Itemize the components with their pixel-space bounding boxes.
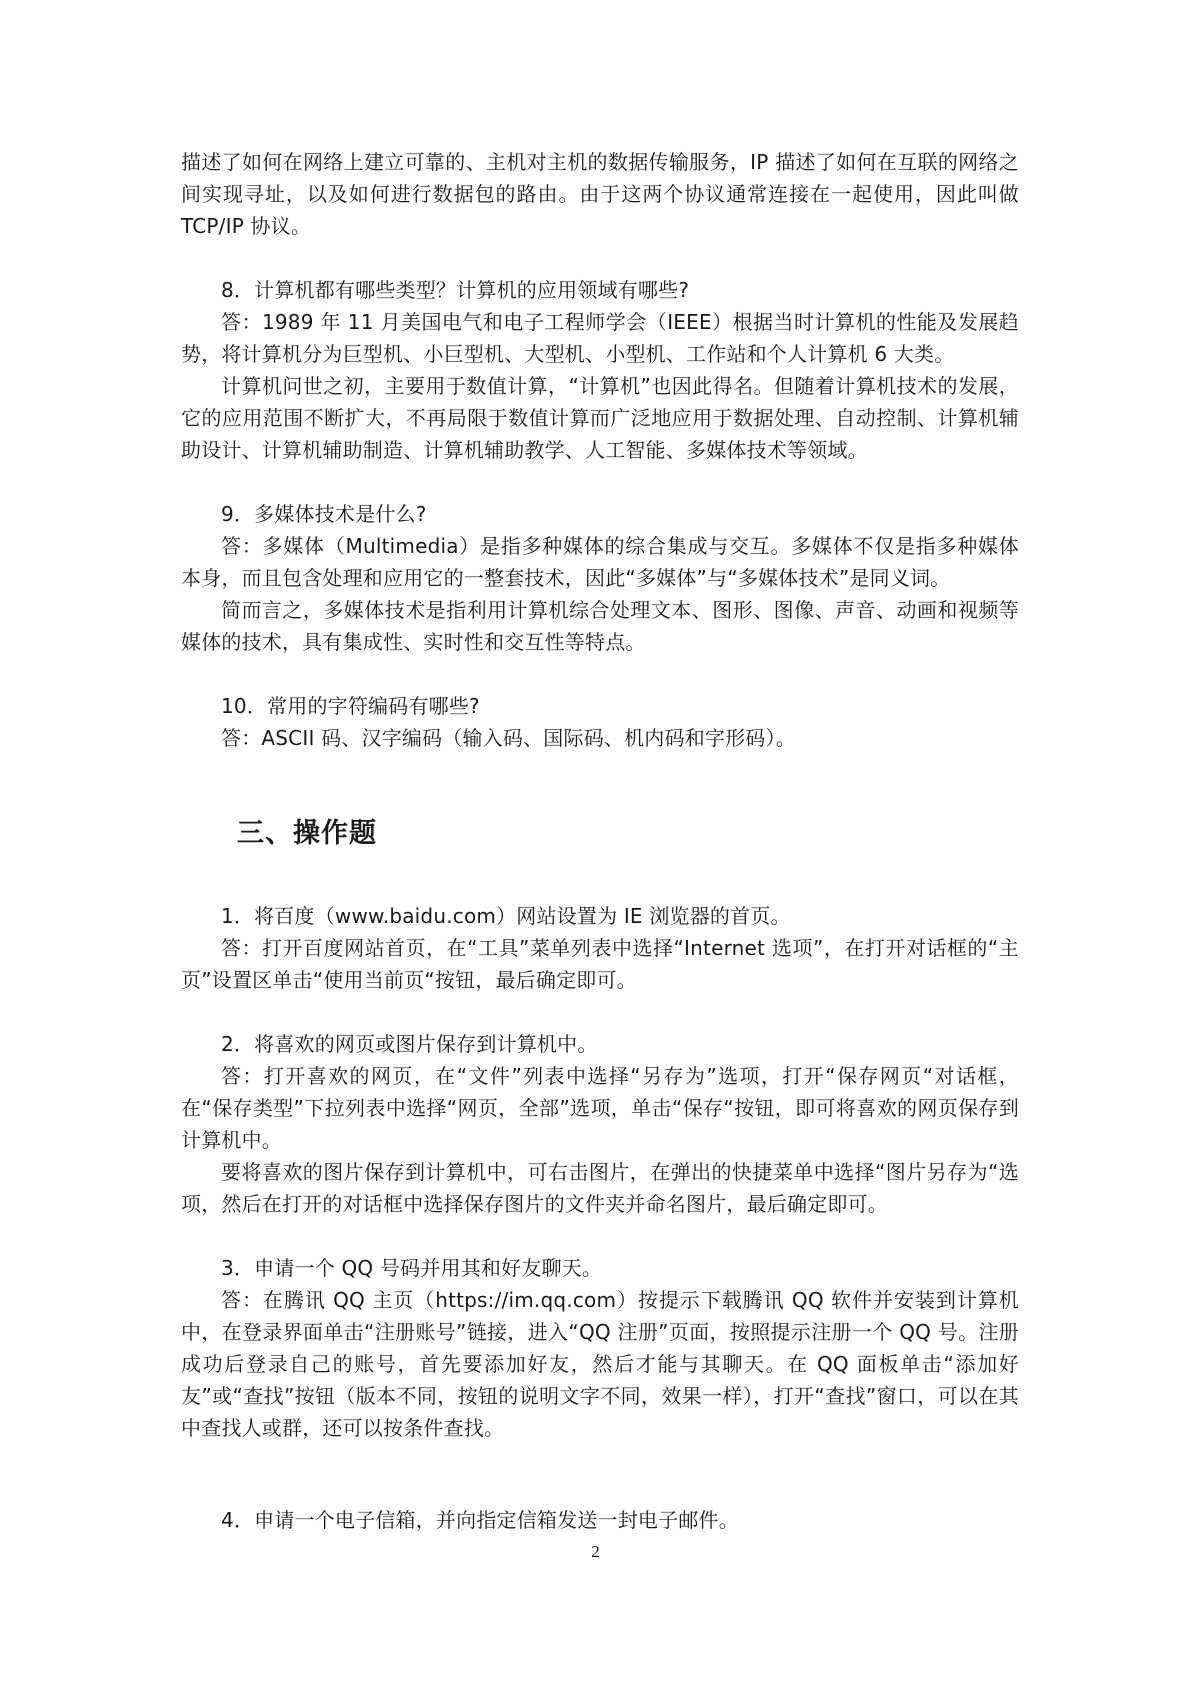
operation-3: 3．申请一个 QQ 号码并用其和好友聊天。 (221, 1256, 603, 1280)
question-10: 10．常用的字符编码有哪些? (221, 694, 480, 718)
answer-9-paragraph-1: 答：多媒体（Multimedia）是指多种媒体的综合集成与交互。多媒体不仅是指多种媒体本身，而且包含处理和应用它的一整套技术，因此“多媒体”与“多媒体技术”是同义词。 (181, 534, 1019, 590)
operation-1-answer: 答：打开百度网站首页，在“工具”菜单列表中选择“Internet 选项”，在打开对话框的“主页”设置区单击“使用当前页“按钮，最后确定即可。 (181, 936, 1019, 992)
operation-2-answer-1: 答：打开喜欢的网页，在“文件”列表中选择“另存为”选项，打开“保存网页“对话框，在“保存类型”下拉列表中选择“网页，全部”选项，单击“保存“按钮，即可将喜欢的网页保存到计算机中。 (181, 1064, 1019, 1152)
continued-paragraph: 描述了如何在网络上建立可靠的、主机对主机的数据传输服务，IP 描述了如何在互联的网络之间实现寻址，以及如何进行数据包的路由。由于这两个协议通常连接在一起使用，因此叫做 TCP/IP 协议。 (181, 150, 1019, 238)
page-number: 2 (591, 1542, 600, 1561)
answer-8-paragraph-2: 计算机问世之初，主要用于数值计算，“计算机”也因此得名。但随着计算机技术的发展，它的应用范围不断扩大，不再局限于数值计算而广泛地应用于数据处理、自动控制、计算机辅助设计、计算机辅助制造、计算机辅助教学、人工智能、多媒体技术等领域。 (181, 374, 1019, 462)
question-8: 8．计算机都有哪些类型？计算机的应用领域有哪些? (221, 278, 690, 302)
operation-1: 1．将百度（www.baidu.com）网站设置为 IE 浏览器的首页。 (221, 904, 791, 928)
operation-2: 2．将喜欢的网页或图片保存到计算机中。 (221, 1032, 598, 1056)
operation-3-answer: 答：在腾讯 QQ 主页（https://im.qq.com）按提示下载腾讯 QQ 软件并安装到计算机中，在登录界面单击“注册账号”链接，进入“QQ 注册”页面，按照提示注册一个 QQ 号。注册成功后登录自己的账号，首先要添加好友，然后才能与其聊天。在 QQ 面板单击“添加好友”或“查找”按钮（版本不同，按钮的说明文字不同，效果一样），打开“查找”窗口，可以在其中查找人或群，还可以按条件查找。 (181, 1288, 1019, 1440)
page-content (181, 146, 1019, 1536)
operation-2-answer-2: 要将喜欢的图片保存到计算机中，可右击图片，在弹出的快捷菜单中选择“图片另存为“选项，然后在打开的对话框中选择保存图片的文件夹并命名图片，最后确定即可。 (181, 1160, 1019, 1216)
answer-10: 答：ASCII 码、汉字编码（输入码、国际码、机内码和字形码）。 (221, 726, 796, 750)
question-9: 9．多媒体技术是什么? (221, 502, 427, 526)
answer-8-paragraph-1: 答：1989 年 11 月美国电气和电子工程师学会（IEEE）根据当时计算机的性能及发展趋势，将计算机分为巨型机、小巨型机、大型机、小型机、工作站和个人计算机 6 大类。 (181, 310, 1019, 366)
operation-4: 4．申请一个电子信箱，并向指定信箱发送一封电子邮件。 (221, 1508, 739, 1532)
section-title: 三、操作题 (237, 818, 377, 849)
answer-9-paragraph-2: 简而言之，多媒体技术是指利用计算机综合处理文本、图形、图像、声音、动画和视频等媒体的技术，具有集成性、实时性和交互性等特点。 (181, 598, 1019, 654)
